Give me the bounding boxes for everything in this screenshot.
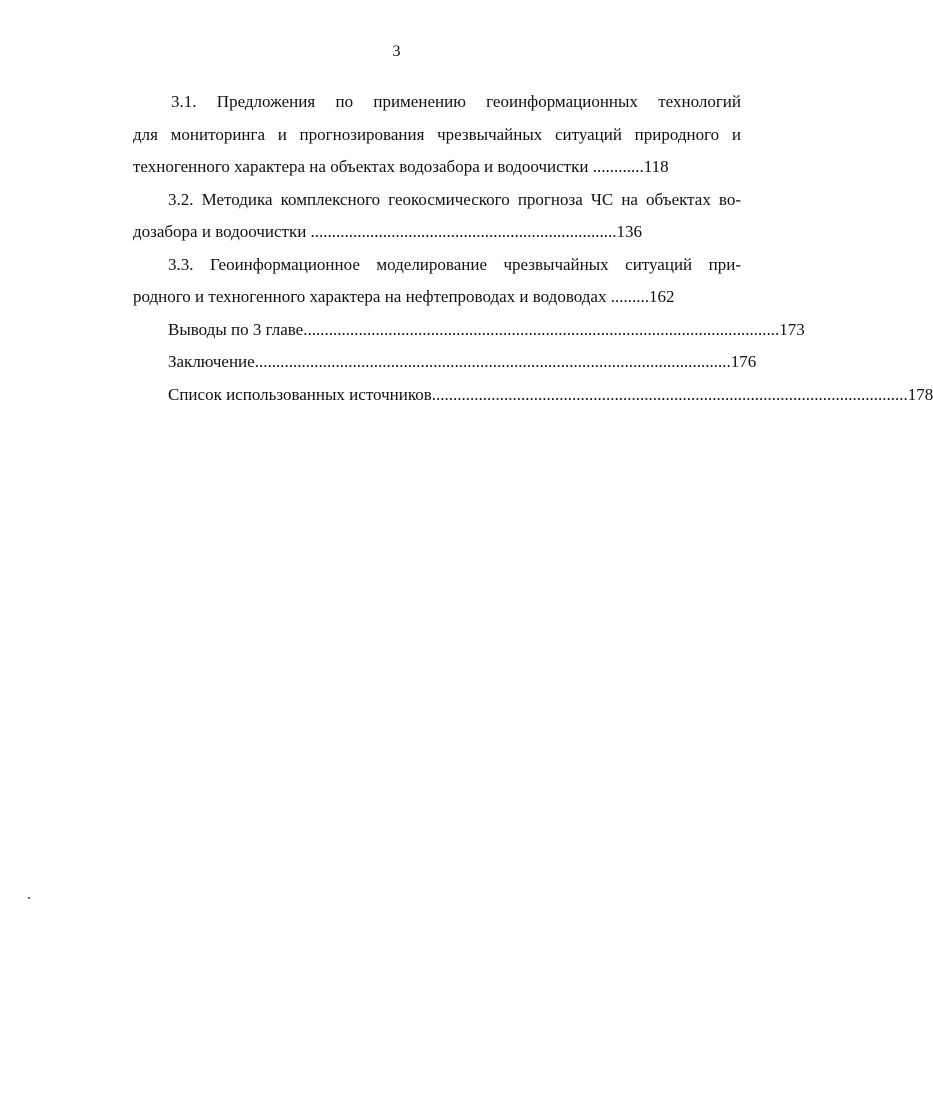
toc-entry-3-1-line-3: техногенного характера на объектах водозабора и водоочистки ............118 (133, 157, 669, 176)
toc-entry-references-page: 178 (907, 384, 933, 404)
page-number: 3 (392, 43, 401, 60)
table-of-contents (133, 86, 933, 411)
toc-entry-3-3-line-2: родного и техногенного характера на нефтепроводах и водоводах .........162 (133, 287, 675, 306)
toc-entry-summary-leader: ................................................................................................................ (254, 352, 731, 371)
toc-entry-conclusions-leader: ................................................................................................................ (303, 319, 780, 339)
toc-entry-3-3-line-1: 3.3. Геоинформационное моделирование чрезвычайных ситуаций при- (168, 254, 741, 274)
toc-entry-conclusions-label: Выводы по 3 главе (168, 319, 304, 339)
toc-entry-references-label: Список использованных источников (168, 384, 432, 404)
toc-entry-3-2 (133, 184, 741, 249)
toc-entry-conclusions (133, 314, 805, 347)
toc-entry-references (133, 379, 933, 412)
scan-speck (28, 897, 30, 899)
toc-entry-summary-page: 176 (730, 352, 757, 371)
toc-entry-3-2-line-2: дозабора и водоочистки ........................................................................136 (133, 222, 643, 241)
toc-entry-3-1 (133, 86, 741, 184)
toc-entry-3-3 (133, 249, 741, 314)
toc-entry-3-2-line-1: 3.2. Методика комплексного геокосмического прогноза ЧС на объектах во- (168, 189, 741, 209)
toc-entry-3-1-line-1: 3.1. Предложения по применению геоинформационных технологий (171, 92, 741, 111)
toc-entry-conclusions-page: 173 (779, 319, 805, 339)
toc-entry-references-leader: ................................................................................................................ (431, 384, 908, 404)
toc-entry-summary (133, 346, 757, 379)
toc-entry-3-1-line-2: для мониторинга и прогнозирования чрезвычайных ситуаций природного и (133, 124, 741, 144)
toc-entry-summary-label: Заключение (168, 352, 255, 371)
